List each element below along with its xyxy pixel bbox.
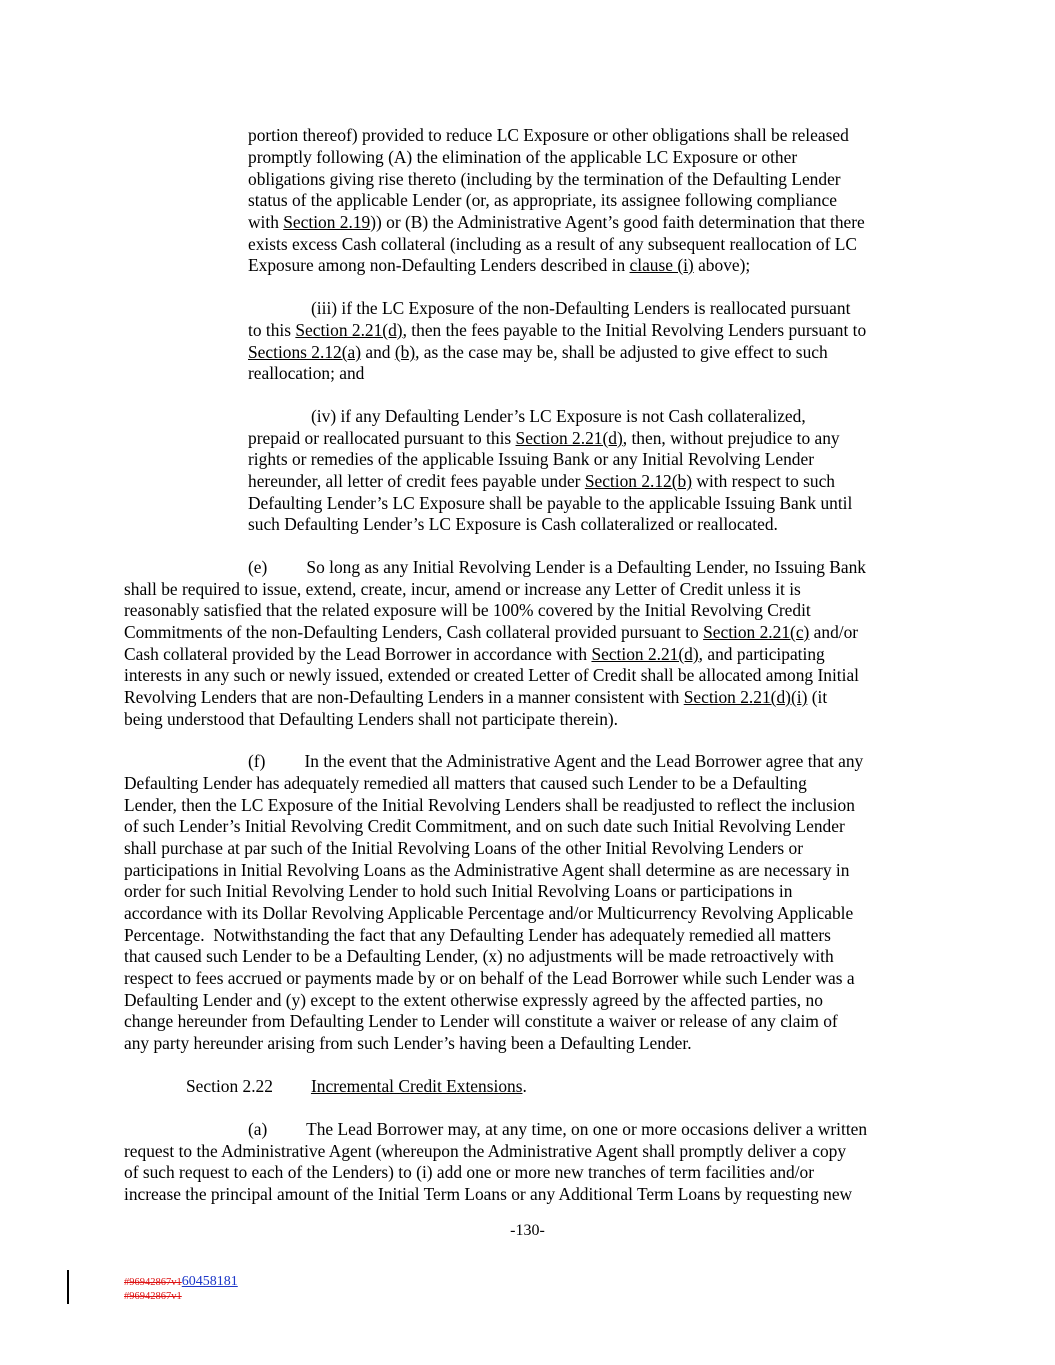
text-line: Revolving Lenders that are non-Defaulting Lenders in a manner consistent with Section 2.21(d)(i) (it <box>124 687 828 707</box>
clause-reference: clause (i) <box>629 255 694 275</box>
section-reference: Section 2.21(d) <box>295 320 403 340</box>
footer-document-id <box>124 1291 182 1302</box>
text-line: to this Section 2.21(d), then the fees payable to the Initial Revolving Lenders pursuant to <box>248 320 867 340</box>
text-line: hereunder, all letter of credit fees payable under Section 2.12(b) with respect to such <box>248 471 836 491</box>
text-line: of such request to each of the Lenders) to (i) add one or more new tranches of term facilities and/or <box>124 1162 815 1182</box>
paragraph-f-first-line: (f) In the event that the Administrative Agent and the Lead Borrower agree that any <box>248 751 864 771</box>
deleted-document-id: #96942867v1 <box>124 1291 182 1302</box>
section-reference: Section 2.12(b) <box>584 471 693 491</box>
text-line: increase the principal amount of the Initial Term Loans or any Additional Term Loans by requesting new <box>124 1184 853 1204</box>
text-line: shall purchase at par such of the Initial Revolving Loans of the other Initial Revolving Lenders or <box>124 838 804 858</box>
text-line: being understood that Defaulting Lenders shall not participate therein). <box>124 709 619 729</box>
text-line: with Section 2.19)) or (B) the Administrative Agent’s good faith determination that there <box>248 212 865 232</box>
text-line: Cash collateral provided by the Lead Borrower in accordance with Section 2.21(d), and participating <box>124 644 825 664</box>
section-reference: Section 2.21(c) <box>703 622 810 642</box>
text-line: interests in any such or newly issued, extended or created Letter of Credit shall be allocated among Initial <box>124 665 859 685</box>
text-line: respect to fees accrued or payments made by or on behalf of the Lead Borrower while such Lender was a <box>124 968 855 988</box>
text-line: Defaulting Lender’s LC Exposure shall be payable to the applicable Issuing Bank until <box>248 493 853 513</box>
text-line: Lender, then the LC Exposure of the Initial Revolving Lenders shall be readjusted to reflect the inclusion <box>124 795 855 815</box>
text-line: reallocation; and <box>248 363 365 383</box>
footer-document-id <box>124 1274 238 1290</box>
section-title: Incremental Credit Extensions <box>310 1076 523 1096</box>
text-line: portion thereof) provided to reduce LC Exposure or other obligations shall be released <box>248 125 849 145</box>
text-line: prepaid or reallocated pursuant to this Section 2.21(d), then, without prejudice to any <box>248 428 840 448</box>
section-reference: (b) <box>394 342 416 362</box>
section-reference: Section 2.19 <box>283 212 371 232</box>
paragraph-a-first-line: (a) The Lead Borrower may, at any time, on one or more occasions deliver a written <box>248 1119 868 1139</box>
text-line: request to the Administrative Agent (whereupon the Administrative Agent shall promptly deliver a copy <box>124 1141 847 1161</box>
text-line: Defaulting Lender and (y) except to the extent otherwise expressly agreed by the affected parties, no <box>124 990 823 1010</box>
section-reference: Sections 2.12(a) <box>248 342 362 362</box>
clause-iv-line: (iv) if any Defaulting Lender’s LC Exposure is not Cash collateralized, <box>311 406 806 426</box>
section-number: Section 2.22 <box>186 1076 273 1096</box>
text-line: status of the applicable Lender (or, as appropriate, its assignee following compliance <box>248 190 837 210</box>
text-line: participations in Initial Revolving Loans as the Administrative Agent shall determine as are necessary in <box>124 860 850 880</box>
text-line: Defaulting Lender has adequately remedied all matters that caused such Lender to be a Defaulting <box>124 773 807 793</box>
text-line: Commitments of the non-Defaulting Lenders, Cash collateral provided pursuant to Section 2.21(c) and/or <box>124 622 859 642</box>
text-line: any party hereunder arising from such Lender’s having been a Defaulting Lender. <box>124 1033 692 1053</box>
deleted-document-id: #96942867v1 <box>124 1277 182 1288</box>
text-line: that caused such Lender to be a Defaulting Lender, (x) no adjustments will be made retroactively with <box>124 946 834 966</box>
change-bar <box>67 1270 69 1304</box>
section-reference: Section 2.21(d) <box>591 644 699 664</box>
text-line: exists excess Cash collateral (including as a result of any subsequent reallocation of LC <box>248 234 857 254</box>
section-reference: Section 2.21(d)(i) <box>683 687 808 707</box>
text-line: promptly following (A) the elimination of the applicable LC Exposure or other <box>248 147 798 167</box>
text-line: reasonably satisfied that the related exposure will be 100% covered by the Initial Revolving Credit <box>124 600 811 620</box>
text-line: of such Lender’s Initial Revolving Credit Commitment, and on such date such Initial Revolving Lender <box>124 816 845 836</box>
clause-iii-line: (iii) if the LC Exposure of the non-Defaulting Lenders is reallocated pursuant <box>311 298 851 318</box>
text-line: change hereunder from Defaulting Lender to Lender will constitute a waiver or release of any claim of <box>124 1011 838 1031</box>
text-line: Exposure among non-Defaulting Lenders described in clause (i) above); <box>248 255 751 275</box>
inserted-document-id: 60458181 <box>181 1274 238 1289</box>
text-line: Percentage. Notwithstanding the fact that any Defaulting Lender has adequately remedied all matters <box>124 925 831 945</box>
page-number: -130- <box>510 1222 545 1239</box>
text-line: obligations giving rise thereto (including by the termination of the Defaulting Lender <box>248 169 841 189</box>
section-heading: Section 2.22 Incremental Credit Extensions. <box>186 1076 527 1096</box>
section-reference: Section 2.21(d) <box>515 428 623 448</box>
text-line: order for such Initial Revolving Lender to hold such Initial Revolving Loans or participations in <box>124 881 793 901</box>
text-line: shall be required to issue, extend, create, incur, amend or increase any Letter of Credit unless it is <box>124 579 801 599</box>
text-line: Sections 2.12(a) and (b), as the case may be, shall be adjusted to give effect to such <box>248 342 828 362</box>
paragraph-e-first-line: (e) So long as any Initial Revolving Lender is a Defaulting Lender, no Issuing Bank <box>248 557 866 577</box>
text-line: accordance with its Dollar Revolving Applicable Percentage and/or Multicurrency Revolving Applicable <box>124 903 854 923</box>
text-line: such Defaulting Lender’s LC Exposure is Cash collateralized or reallocated. <box>248 514 778 534</box>
text-line: rights or remedies of the applicable Issuing Bank or any Initial Revolving Lender <box>248 449 815 469</box>
